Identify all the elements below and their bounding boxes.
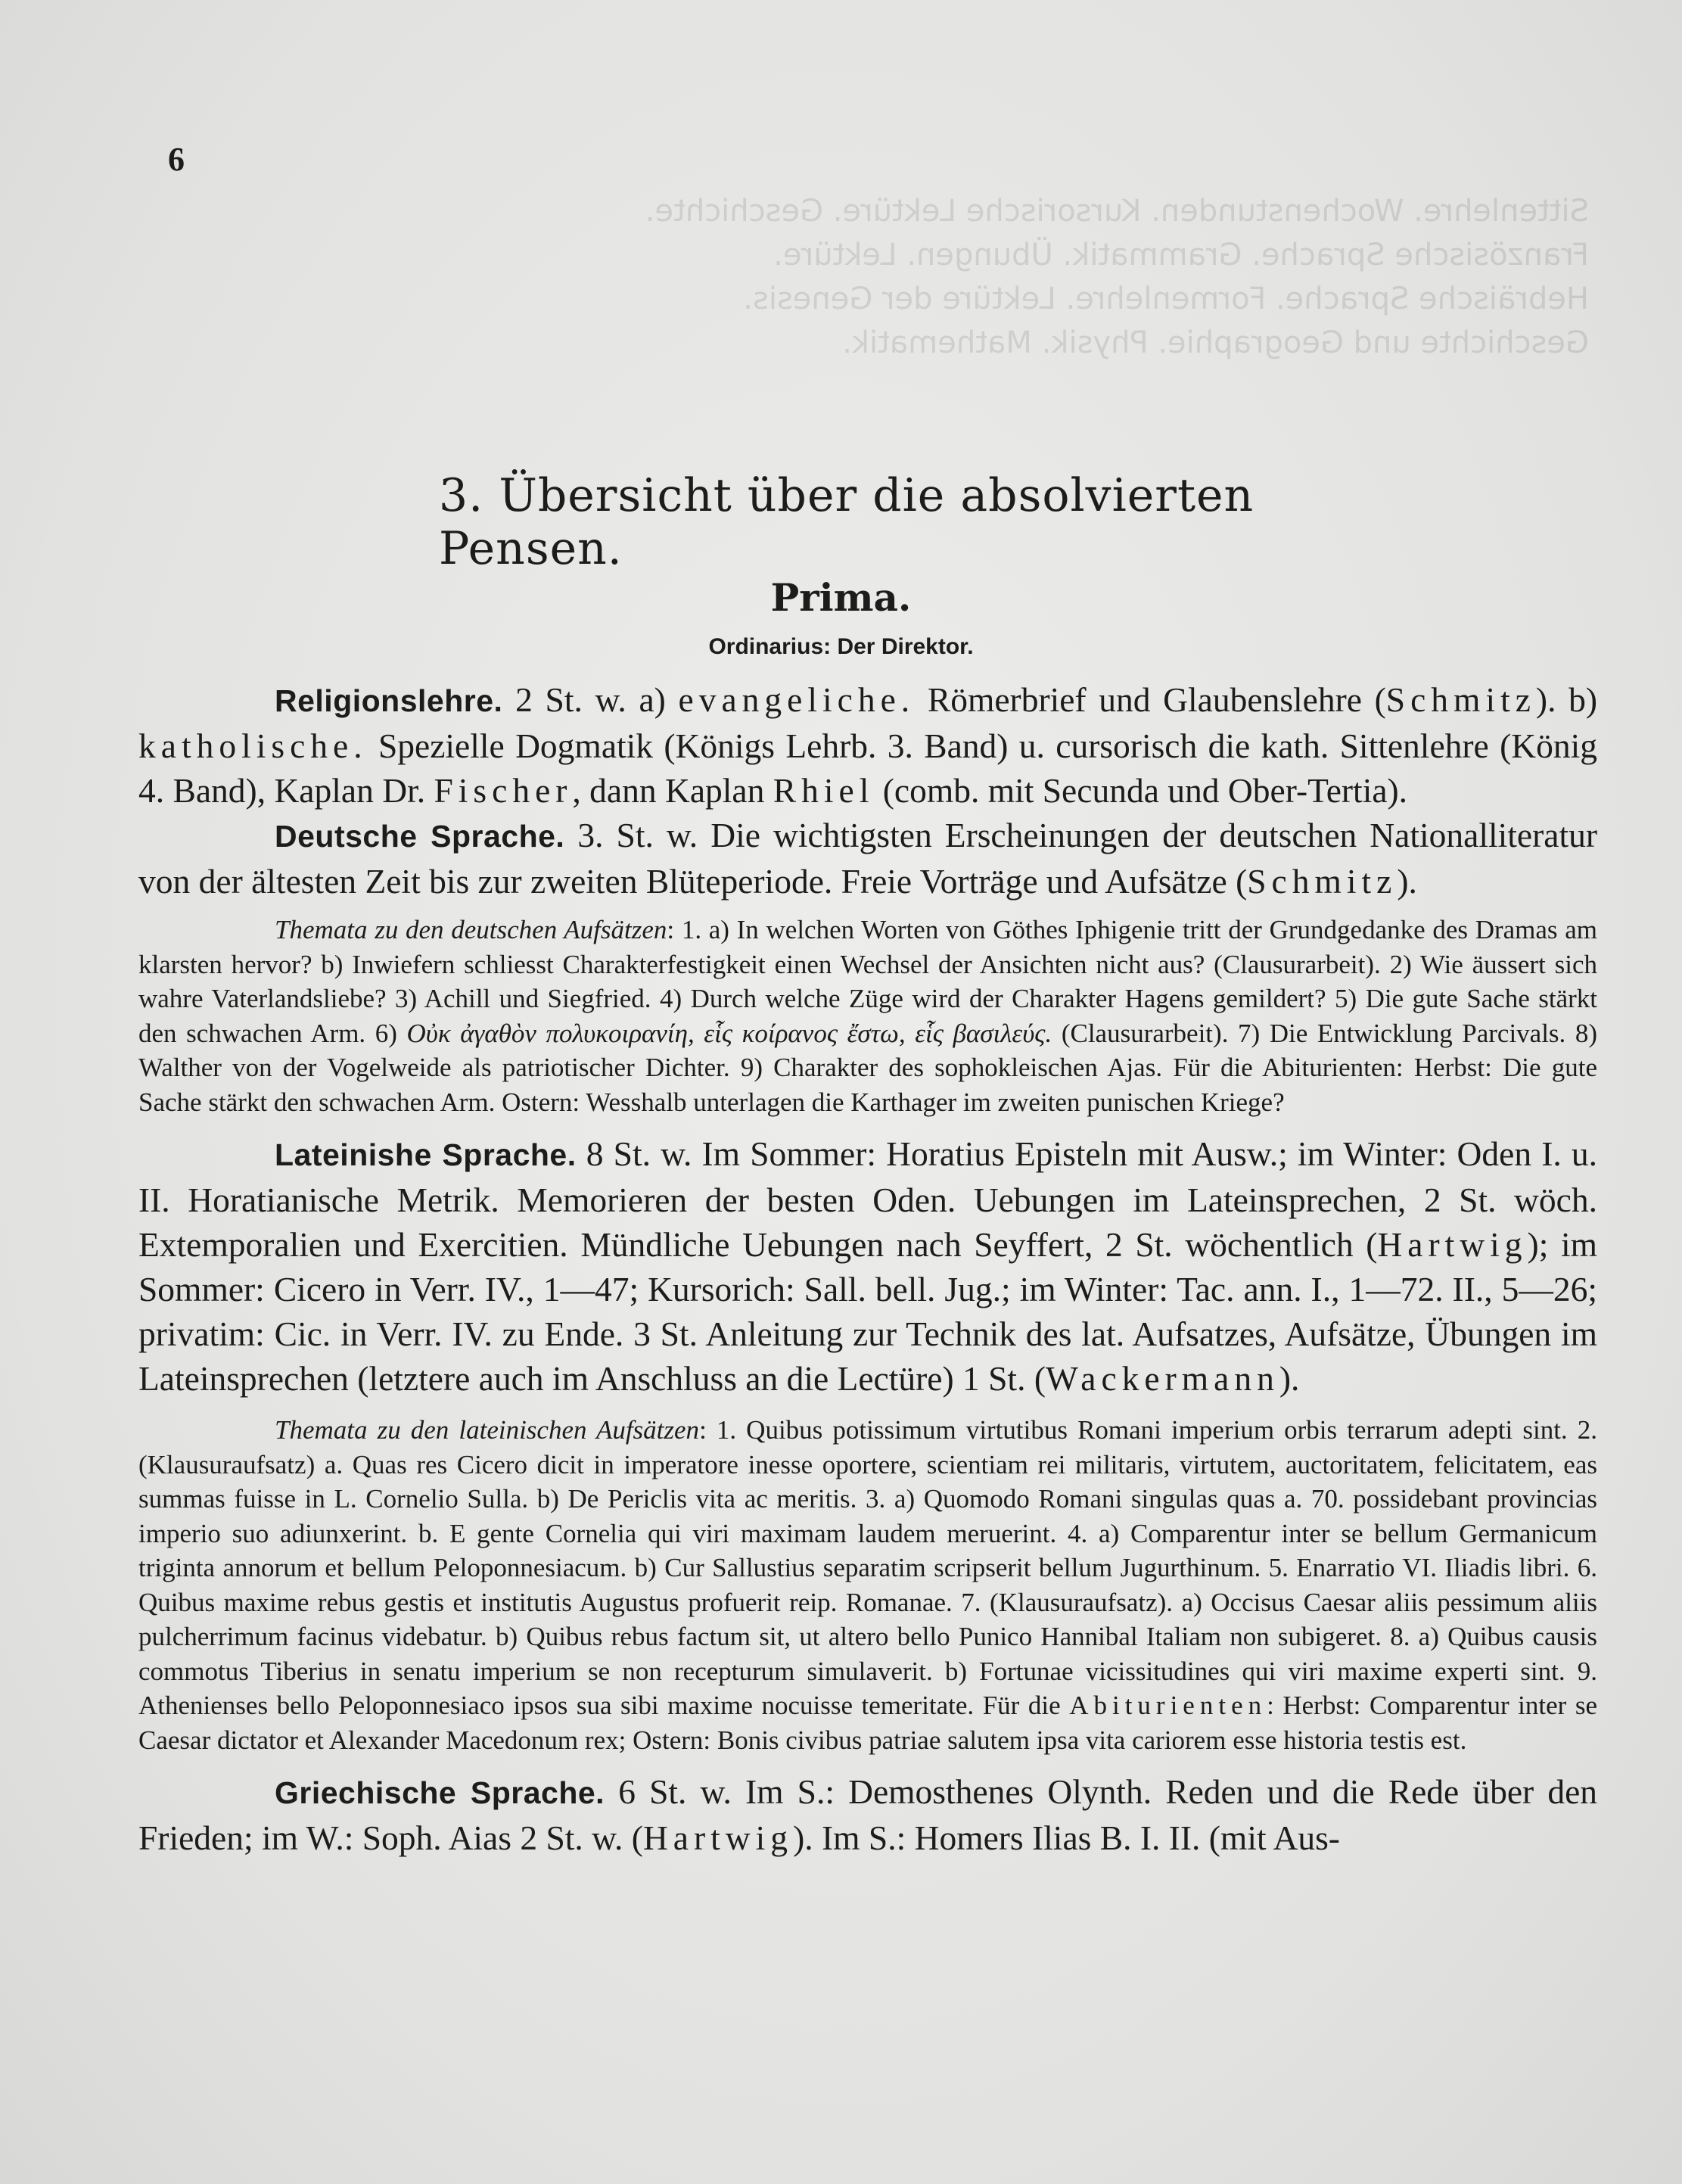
- section-title: 3. Übersicht über die absolvierten Pensen.: [439, 469, 1255, 575]
- denomination-label: katholische.: [138, 726, 368, 765]
- class-title: Prima.: [770, 575, 912, 620]
- ordinarius-line: Ordinarius: Der Direktor.: [708, 634, 974, 659]
- teacher-name: Hartwig: [642, 1818, 794, 1857]
- subject-heading: Lateinishe Sprache.: [275, 1137, 577, 1172]
- griechisch-paragraph: Griechische Sprache. 6 St. w. Im S.: Demosthenes Olynth. Reden und die Rede über den Frieden; im W.: Soph. Aias 2 St. w. (Hartwig). Im S.: Homers Ilias B. I. II. (mit Aus-: [138, 1772, 1598, 1857]
- religion-paragraph: Religionslehre. 2 St. w. a) evangeliche. Römerbrief und Glaubenslehre (Schmitz). b) katholische. Spezielle Dogmatik (Königs Lehrb. 3. Band) u. cursorisch die kath. Sittenlehre (König 4. Band), Kaplan Dr. Fischer, dann Kaplan Rhiel (comb. mit Secunda und Ober-Tertia).: [138, 680, 1598, 810]
- page-body: [138, 677, 1597, 1860]
- latein-paragraph: Lateinishe Sprache. 8 St. w. Im Sommer: Horatius Episteln mit Ausw.; im Winter: Oden I. u. II. Horatianische Metrik. Memorieren der besten Oden. Uebungen im Lateinsprechen, 2 St. wöch. Extemporalien und Exercitien. Mündliche Uebungen nach Seyffert, 2 St. wöchentlich (Hartwig); im Sommer: Cicero in Verr. IV., 1—47; Kursorich: Sall. bell. Jug.; im Winter: Tac. ann. I., 1—72. II., 5—26; privatim: Cic. in Verr. IV. zu Ende. 3 St. Anleitung zur Technik des lat. Aufsatzes, Aufsätze, Übungen im Lateinsprechen (letztere auch im Anschluss an die Lectüre) 1 St. (Wackermann).: [138, 1134, 1598, 1398]
- teacher-name: Schmitz: [1247, 862, 1398, 901]
- teacher-name: Hartwig: [1377, 1225, 1528, 1264]
- subject-heading: Griechische Sprache.: [275, 1775, 605, 1810]
- teacher-name: Fischer: [434, 771, 573, 810]
- denomination-label: evangeliche.: [678, 680, 916, 719]
- teacher-name: Schmitz: [1385, 680, 1536, 719]
- subject-heading: Deutsche Sprache.: [275, 819, 565, 854]
- greek-quote: Οὐκ ἀγαθὸν πολυκοιρανίη, εἷς κοίρανος ἔστω, εἷς βασιλεύς.: [406, 1018, 1052, 1048]
- abiturienten-label: Abiturienten: [1069, 1691, 1267, 1720]
- teacher-name: Rhiel: [773, 771, 875, 810]
- bleed-through-line: Geschichte und Geographie. Physik. Mathematik.: [842, 325, 1589, 360]
- subject-heading: Religionslehre.: [275, 683, 503, 718]
- teacher-name: Wackermann: [1045, 1359, 1279, 1398]
- bleed-through-line: Hebräische Sprache. Formenlehre. Lektüre der Genesis.: [743, 282, 1589, 316]
- bleed-through-line: Sittenlehre. Wochenstunden. Kursorische Lektüre. Geschichte.: [645, 194, 1589, 229]
- themata-label: Themata zu den lateinischen Aufsätzen: [275, 1415, 700, 1445]
- bleed-through-line: Französische Sprache. Grammatik. Übungen. Lektüre.: [773, 238, 1589, 272]
- latein-themata: Themata zu den lateinischen Aufsätzen: 1. Quibus potissimum virtutibus Romani imperium orbis terrarum adepti sint. 2. (Klausuraufsatz) a. Quas res Cicero dicit in imperatore inesse oportere, scientiam rei militaris, virtutem, auctoritatem, felicitatem, eas summas fuisse in L. Cornelio Sulla. b) De Periclis vita ac meritis. 3. a) Quomodo Romani singulas quas a. 70. possidebant provincias imperio suo adiunxerint. b. E gente Cornelia qui viri maximam laudem meruerint. 4. a) Comparentur inter se bellum Germanicum triginta annorum et bellum Peloponnesiacum. b) Cur Sallustius separatim scripserit bellum Jugurthinum. 5. Enarratio VI. Iliadis libri. 6. Quibus maxime rebus gestis et institutis Augustus profuerit reip. Romanae. 7. (Klausuraufsatz). a) Occisus Caesar aliis pessimum aliis pulcherrimum facinus videbatur. b) Quibus rebus factum sit, ut altero bello Punico Hannibal Italiam non subigeret. 8. a) Quibus causis commotus Tiberius in senatu imperium se non recepturum simulaverit. b) Fortunae vicissitudines qui viri maxime experti sint. 9. Athenienses bello Peloponnesiaco ipsos sua sibi maxime nocuisse temeritate. Für die Abiturienten: Herbst: Comparentur inter se Caesar dictator et Alexander Macedonum rex; Ostern: Bonis civibus patriae salutem ipsa vita cariorem esse historia testis est.: [138, 1415, 1598, 1755]
- page-number: 6: [168, 141, 185, 178]
- deutsch-paragraph: Deutsche Sprache. 3. St. w. Die wichtigsten Erscheinungen der deutschen Nationalliteratur von der ältesten Zeit bis zur zweiten Blüteperiode. Freie Vorträge und Aufsätze (Schmitz).: [138, 816, 1597, 901]
- themata-label: Themata zu den deutschen Aufsätzen: [275, 915, 667, 944]
- deutsch-themata: Themata zu den deutschen Aufsätzen: 1. a) In welchen Worten von Göthes Iphigenie tritt der Grundgedanke des Dramas am klarsten hervor? b) Inwiefern schliesst Charakterfestigkeit einen Wechsel der Ansichten nicht aus? (Clausurarbeit). 2) Wie äussert sich wahre Vaterlandsliebe? 3) Achill und Siegfried. 4) Durch welche Züge wird der Charakter Hagens gemildert? 5) Die gute Sache stärkt den schwachen Arm. 6) Οὐκ ἀγαθὸν πολυκοιρανίη, εἷς κοίρανος ἔστω, εἷς βασιλεύς. (Clausurarbeit). 7) Die Entwicklung Parcivals. 8) Walther von der Vogelweide als patriotischer Dichter. 9) Charakter des sophokleischen Ajas. Für die Abiturienten: Herbst: Die gute Sache stärkt den schwachen Arm. Ostern: Wesshalb unterlagen die Karthager im zweiten punischen Kriege?: [138, 915, 1598, 1117]
